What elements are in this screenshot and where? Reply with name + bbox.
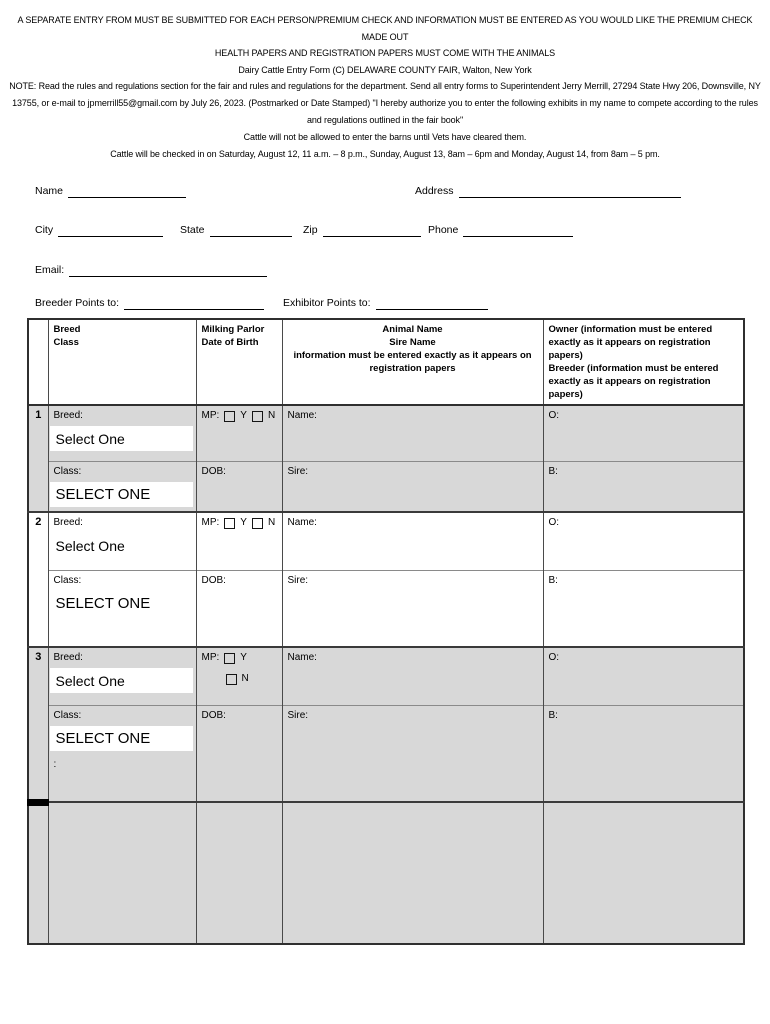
row-2-mp-no-checkbox[interactable] — [252, 518, 263, 529]
zip-input[interactable] — [323, 222, 421, 237]
class-header-line: Class — [53, 337, 79, 348]
notice-line-2: MADE OUT — [361, 31, 409, 42]
row-4-animal-name-cell — [282, 802, 543, 944]
class-label: Class: — [53, 574, 82, 586]
class-label: Class: — [53, 465, 82, 477]
breed-label: Breed: — [53, 410, 83, 421]
dob-label: DOB: — [201, 709, 226, 721]
milking-header-line: Milking Parlor — [201, 324, 265, 335]
row-2-breed-cell — [48, 512, 196, 570]
entry-row-4 — [28, 802, 744, 944]
entry-table — [27, 318, 745, 945]
state-input[interactable] — [210, 222, 292, 237]
table-header-row — [28, 319, 744, 405]
row-2-number: 2 — [28, 512, 48, 647]
row-3-number: 3 — [28, 647, 48, 802]
row-1-class-cell — [48, 461, 196, 512]
entry-row-3-sub — [28, 705, 744, 802]
row-4-mp-cell — [196, 802, 282, 944]
animal-name-label: Name: — [287, 517, 317, 528]
checkin-notice: Cattle will be checked in on Saturday, August 12, 11 a.m. – 8 p.m., Sunday, August 13, 8am – 6pm and Monday, August 14, from 8am – 5 pm. — [110, 148, 660, 159]
row-2-dob-field[interactable] — [196, 570, 282, 647]
breeder-points-label: Breeder Points to: — [35, 297, 120, 309]
row-2-animal-name-field[interactable] — [282, 512, 543, 570]
row-4-breed-cell — [48, 802, 196, 944]
breeder-header-line: Breeder (information must be entered exactly as it appears on registration papers) — [548, 363, 719, 400]
row-1-sire-field[interactable] — [282, 461, 543, 512]
breed-label: Breed: — [53, 517, 83, 528]
row-3-dob-field[interactable] — [196, 705, 282, 802]
notice-line-3: HEALTH PAPERS AND REGISTRATION PAPERS MUST COME WITH THE ANIMALS — [214, 48, 556, 58]
exhibitor-points-input[interactable] — [376, 295, 488, 310]
animal-header-line: Animal Name — [382, 324, 443, 335]
row-3-breed-select[interactable]: Select One — [50, 668, 193, 693]
form-title: Dairy Cattle Entry Form (C) DELAWARE COUNTY FAIR, Walton, New York — [238, 64, 532, 75]
address-label: Address — [415, 185, 454, 197]
note-paragraph: NOTE: Read the rules and regulations section for the fair and rules and regulations for the department. Send all entry forms to Superintendent Jerry Merrill, 27294 State Hwy 206, Downsville, NY 13755, or e-mail to jpmerrill55@gmail.com by July 26, 2023. (Postmarked or Date Stamped) "I hereby authorize you to enter the following exhibits in my name to compete according to the rules and regulations outlined in the fair book" — [9, 81, 761, 125]
breed-class-header — [48, 319, 196, 405]
row-1-mp-no-checkbox[interactable] — [252, 411, 263, 422]
row-2-breed-select[interactable]: Select One — [50, 533, 193, 558]
stray-colon: : — [53, 758, 57, 770]
row-3-mp-no-checkbox[interactable] — [226, 674, 237, 685]
milking-parlor-header — [196, 319, 282, 405]
row-3-mp-yes-checkbox[interactable] — [224, 653, 235, 664]
zip-label: Zip — [303, 224, 318, 236]
owner-label: O: — [548, 410, 560, 421]
entry-row-2-sub — [28, 570, 744, 647]
mp-label: MP: — [201, 652, 220, 663]
row-2-owner-field[interactable] — [543, 512, 744, 570]
mp-yes-label: Y — [240, 517, 247, 528]
email-label: Email: — [35, 264, 65, 276]
animal-name-label: Name: — [287, 652, 317, 663]
row-3-animal-name-field[interactable] — [282, 647, 543, 705]
sire-label: Sire: — [287, 465, 309, 477]
entry-row-3-top — [28, 647, 744, 705]
row-1-animal-name-field[interactable] — [282, 405, 543, 461]
city-label: City — [35, 224, 54, 236]
phone-input[interactable] — [463, 222, 573, 237]
owner-label: O: — [548, 652, 560, 663]
row-3-class-cell — [48, 705, 196, 802]
form-row-name-address — [0, 183, 770, 200]
row-3-breeder-field[interactable] — [543, 705, 744, 802]
row-3-breed-cell — [48, 647, 196, 705]
breed-header-line: Breed — [53, 324, 81, 335]
row-1-breed-cell — [48, 405, 196, 461]
mp-yes-label: Y — [240, 652, 247, 663]
dob-header-line: Date of Birth — [201, 337, 259, 348]
row-2-mp-yes-checkbox[interactable] — [224, 518, 235, 529]
state-label: State — [180, 224, 205, 236]
row-1-mp-yes-checkbox[interactable] — [224, 411, 235, 422]
row-1-breeder-field[interactable] — [543, 461, 744, 512]
mp-no-label: N — [241, 673, 249, 684]
mp-label: MP: — [201, 517, 220, 528]
row-3-mp-cell — [196, 647, 282, 705]
owner-label: O: — [548, 517, 560, 528]
form-row-email — [0, 262, 770, 279]
row-number-header — [28, 319, 48, 405]
row-3-class-select[interactable]: SELECT ONE — [50, 726, 193, 751]
owner-breeder-header — [543, 319, 744, 405]
form-notices — [8, 12, 762, 162]
row-1-class-select[interactable]: SELECT ONE — [50, 482, 193, 507]
row-2-breeder-field[interactable] — [543, 570, 744, 647]
form-row-points — [0, 295, 770, 312]
dob-label: DOB: — [201, 465, 226, 477]
breeder-label: B: — [548, 465, 558, 477]
mp-label: MP: — [201, 410, 220, 421]
sire-header-line: Sire Name — [389, 337, 436, 348]
row-1-dob-field[interactable] — [196, 461, 282, 512]
owner-header-line: Owner (information must be entered exactly as it appears on registration papers) — [548, 324, 713, 361]
mp-no-label: N — [267, 517, 276, 528]
row-3-sire-field[interactable] — [282, 705, 543, 802]
animal-name-header — [282, 319, 543, 405]
sire-label: Sire: — [287, 709, 309, 721]
name-input[interactable] — [68, 183, 186, 198]
breed-label: Breed: — [53, 652, 83, 663]
entry-row-1-sub — [28, 461, 744, 512]
row-2-sire-field[interactable] — [282, 570, 543, 647]
row-1-owner-field[interactable] — [543, 405, 744, 461]
exhibitor-points-label: Exhibitor Points to: — [283, 297, 371, 309]
row-4-number-cell — [28, 802, 48, 944]
row-1-number: 1 — [28, 405, 48, 512]
breeder-label: B: — [548, 574, 558, 586]
class-label: Class: — [53, 709, 82, 721]
animal-name-label: Name: — [287, 410, 317, 421]
breeder-label: B: — [548, 709, 558, 721]
animal-header-note: information must be entered exactly as it appears on registration papers — [293, 350, 532, 374]
form-row-city-state-zip-phone — [0, 222, 770, 239]
row-2-mp-cell — [196, 512, 282, 570]
mp-no-label: N — [267, 410, 276, 421]
city-input[interactable] — [58, 222, 163, 237]
entry-row-1-top — [28, 405, 744, 461]
row-2-class-cell — [48, 570, 196, 647]
row-4-owner-cell — [543, 802, 744, 944]
vet-notice: Cattle will not be allowed to enter the barns until Vets have cleared them. — [243, 132, 527, 142]
row-1-breed-select[interactable]: Select One — [50, 426, 193, 451]
email-input[interactable] — [69, 262, 267, 277]
sire-label: Sire: — [287, 574, 309, 586]
dob-label: DOB: — [201, 574, 226, 586]
entry-row-2-top — [28, 512, 744, 570]
row-3-owner-field[interactable] — [543, 647, 744, 705]
address-input[interactable] — [459, 183, 681, 198]
phone-label: Phone — [428, 224, 459, 236]
mp-yes-label: Y — [240, 410, 247, 421]
row-2-class-select[interactable]: SELECT ONE — [50, 591, 193, 616]
notice-line-1: A SEPARATE ENTRY FROM MUST BE SUBMITTED FOR EACH PERSON/PREMIUM CHECK AND INFORMATION MUST BE ENTERED AS YOU WOULD LIKE THE PREMIUM CHECK — [17, 15, 753, 25]
row-1-mp-cell — [196, 405, 282, 461]
name-label: Name — [35, 185, 64, 197]
breeder-points-input[interactable] — [124, 295, 264, 310]
